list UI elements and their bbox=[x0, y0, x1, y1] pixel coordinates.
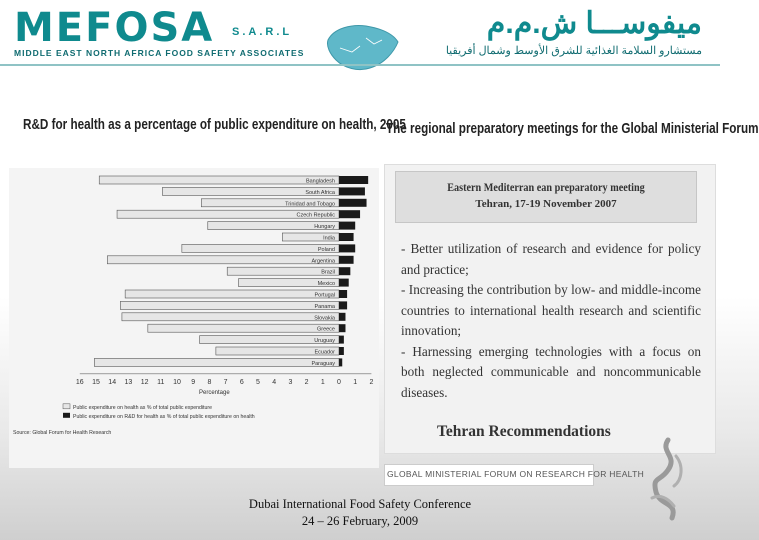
x-tick-label: 1 bbox=[353, 378, 358, 386]
bullet-item: - Better utilization of research and evidence for policy and practice; bbox=[401, 241, 701, 277]
bar-rnd-expenditure bbox=[339, 210, 360, 218]
bar-health-expenditure bbox=[148, 324, 339, 332]
x-tick-label: 14 bbox=[108, 378, 117, 386]
bar-health-expenditure bbox=[99, 176, 339, 184]
bar-rnd-expenditure bbox=[339, 313, 345, 321]
category-label: Mexico bbox=[317, 281, 335, 288]
meeting-bullets bbox=[401, 239, 701, 403]
brand-logo-text: MEFOSA bbox=[14, 5, 215, 51]
x-tick-label: 2 bbox=[369, 378, 374, 386]
header-divider bbox=[0, 64, 720, 66]
x-tick-label: 0 bbox=[337, 378, 341, 386]
bullet-item: - Increasing the contribution by low- and middle-income countries to international health research and scientific innovation; bbox=[401, 282, 701, 338]
bar-health-expenditure bbox=[122, 313, 339, 321]
bar-rnd-expenditure bbox=[339, 324, 345, 332]
x-tick-label: 4 bbox=[272, 378, 277, 386]
category-label: Argentina bbox=[311, 258, 335, 265]
bar-health-expenditure bbox=[107, 256, 339, 264]
legend-swatch-health bbox=[63, 404, 70, 409]
category-label: India bbox=[323, 235, 335, 242]
category-label: Ecuador bbox=[314, 349, 335, 356]
chart-area bbox=[9, 168, 379, 468]
bar-rnd-expenditure bbox=[339, 199, 367, 207]
bar-health-expenditure bbox=[94, 358, 339, 366]
bar-rnd-expenditure bbox=[339, 301, 347, 309]
chart-source: Source: Global Forum for Health Research bbox=[13, 429, 112, 436]
x-tick-label: 2 bbox=[304, 378, 309, 386]
legend-label: Public expenditure on R&D for health as % of total public expenditure on health bbox=[73, 413, 255, 420]
chart-title: R&D for health as a percentage of public expenditure on health, 2005 bbox=[23, 116, 406, 133]
header bbox=[0, 0, 720, 90]
bar-health-expenditure bbox=[125, 290, 339, 298]
category-label: Trinidad and Tobago bbox=[285, 201, 335, 208]
bar-rnd-expenditure bbox=[339, 176, 368, 184]
category-label: Greece bbox=[316, 326, 335, 333]
category-label: Hungary bbox=[314, 224, 335, 231]
category-label: Slovakia bbox=[314, 315, 335, 322]
bar-rnd-expenditure bbox=[339, 244, 355, 252]
x-tick-label: 13 bbox=[124, 378, 133, 386]
conference-name: Dubai International Food Safety Conference bbox=[248, 497, 472, 511]
bar-rnd-expenditure bbox=[339, 336, 344, 344]
bar-rnd-expenditure bbox=[339, 279, 349, 287]
x-tick-label: 3 bbox=[288, 378, 293, 386]
x-tick-label: 11 bbox=[157, 378, 165, 386]
meeting-heading: Eastern Mediterran ean preparatory meeting bbox=[447, 180, 645, 194]
meeting-document bbox=[384, 164, 716, 454]
forum-banner bbox=[384, 464, 645, 486]
bullet-item: - Harnessing emerging technologies with a focus on both neglected communicable and noncommunicable diseases. bbox=[401, 343, 701, 400]
bar-rnd-expenditure bbox=[339, 187, 365, 195]
x-tick-label: 12 bbox=[140, 378, 149, 386]
recommendations-title: Tehran Recommendations bbox=[437, 423, 611, 440]
forum-banner-text: GLOBAL MINISTERIAL FORUM ON RESEARCH FOR HEALTH bbox=[387, 469, 645, 479]
bar-rnd-expenditure bbox=[339, 347, 344, 355]
category-label: Czech Republic bbox=[296, 212, 335, 219]
brand-subtitle: MIDDLE EAST NORTH AFRICA FOOD SAFETY ASSOCIATES bbox=[14, 48, 305, 58]
brand-arabic: ميفوســـا ش.م.م bbox=[486, 7, 702, 40]
x-tick-label: 8 bbox=[207, 378, 212, 386]
bar-rnd-expenditure bbox=[339, 233, 354, 241]
meeting-header-box bbox=[395, 171, 697, 223]
bar-rnd-expenditure bbox=[339, 358, 342, 366]
meeting-date: Tehran, 17-19 November 2007 bbox=[475, 198, 617, 210]
brand-sarl: S.A.R.L bbox=[232, 26, 293, 38]
bar-health-expenditure bbox=[182, 244, 339, 252]
x-tick-label: 5 bbox=[256, 378, 260, 386]
x-tick-label: 15 bbox=[92, 378, 100, 386]
legend-swatch-rnd bbox=[63, 413, 70, 418]
category-label: Poland bbox=[317, 246, 335, 253]
category-label: Paraguay bbox=[311, 360, 335, 367]
conference-dates: 24 – 26 February, 2009 bbox=[301, 514, 419, 528]
category-label: Brazil bbox=[321, 269, 335, 276]
x-tick-label: 9 bbox=[191, 378, 196, 386]
chart-panel bbox=[9, 116, 406, 468]
x-tick-label: 7 bbox=[223, 378, 228, 386]
document-panel bbox=[384, 116, 759, 484]
bar-chart bbox=[9, 168, 379, 468]
conference-caption bbox=[200, 496, 520, 530]
legend-label: Public expenditure on health as % of total public expenditure bbox=[73, 404, 213, 411]
brand-arabic-subtitle: مستشارو السلامة الغذائية للشرق الأوسط وشمال أفريقيا bbox=[445, 45, 702, 57]
category-label: Uruguay bbox=[314, 338, 335, 345]
bar-rnd-expenditure bbox=[339, 267, 350, 275]
category-label: South Africa bbox=[305, 189, 335, 196]
x-tick-label: 1 bbox=[320, 378, 325, 386]
category-label: Bangladesh bbox=[305, 178, 335, 185]
bar-rnd-expenditure bbox=[339, 222, 355, 230]
x-axis-label: Percentage bbox=[199, 389, 230, 396]
document-panel-title: The regional preparatory meetings for the Global Ministerial Forum bbox=[386, 120, 759, 137]
category-label: Portugal bbox=[314, 292, 335, 299]
x-tick-label: 16 bbox=[75, 378, 84, 386]
x-tick-label: 10 bbox=[173, 378, 181, 386]
x-tick-label: 6 bbox=[239, 378, 244, 386]
bar-rnd-expenditure bbox=[339, 256, 354, 264]
category-label: Panama bbox=[314, 303, 335, 310]
bar-rnd-expenditure bbox=[339, 290, 347, 298]
bar-health-expenditure bbox=[120, 301, 339, 309]
calligraphy-decoration-icon bbox=[638, 436, 696, 524]
